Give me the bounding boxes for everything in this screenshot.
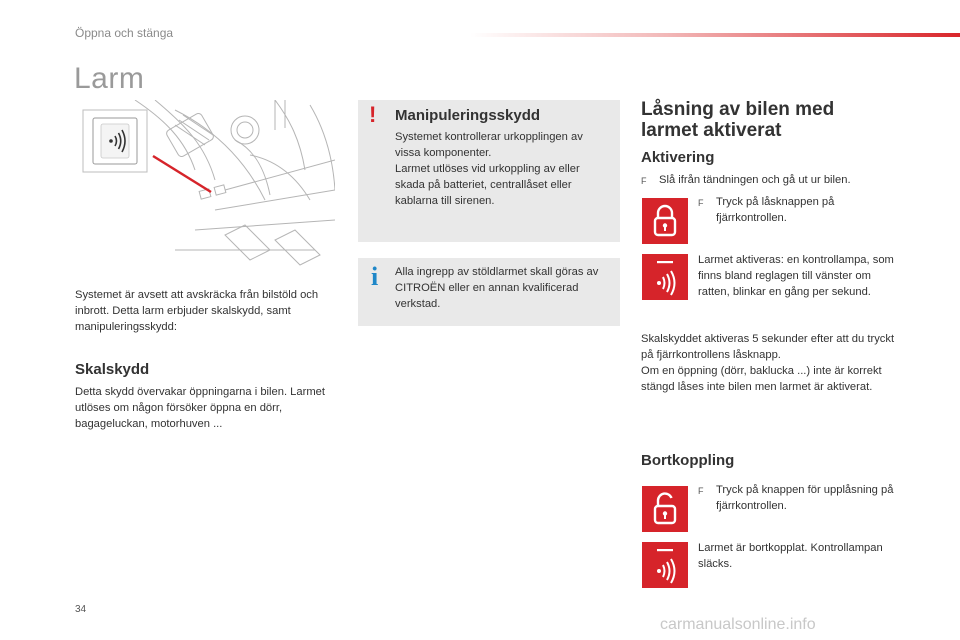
alarm-indicator-tile <box>642 254 688 300</box>
unlock-button-icon <box>642 486 688 532</box>
alarm-indicator-icon <box>642 542 688 588</box>
manipuleringsskydd-text-1: Systemet kontrollerar urkopplingen av vissa komponenter. <box>395 131 583 159</box>
bortkoppling-result-text: Larmet är bortkopplat. Kontrollampan släcks. <box>698 542 883 570</box>
aktivering-step-2 <box>698 194 898 226</box>
manipuleringsskydd-text-2: Larmet utlöses vid urkoppling av eller skada på batteriet, centrallåset eller kablarna till sirenen. <box>395 163 580 207</box>
info-text: Alla ingrepp av stöldlarmet skall göras av CITROËN eller en annan kvalificerad verkstad. <box>395 266 599 310</box>
alarm-indicator-icon <box>642 254 688 300</box>
padlock-closed-icon <box>642 198 688 244</box>
page-title: Larm <box>74 62 145 95</box>
bortkoppling-step <box>698 482 908 514</box>
watermark: carmanualsonline.info <box>660 616 816 633</box>
bullet-marker: F <box>698 198 704 208</box>
skalskydd-note-2: Om en öppning (dörr, baklucka ...) inte är korrekt stängd låses inte bilen men larmet är aktiverat. <box>641 365 882 393</box>
alarm-indicator-tile-off <box>642 542 688 588</box>
skalskydd-text: Detta skydd övervakar öppningarna i bilen. Larmet utlöses om någon försöker öppna en dörr, bagageluckan, motorhuven ... <box>75 386 325 430</box>
info-icon: i <box>371 262 379 291</box>
manipuleringsskydd-heading: Manipuleringsskydd <box>395 107 541 124</box>
page-number: 34 <box>75 604 87 615</box>
lasning-heading: Låsning av bilen med larmet aktiverat <box>641 99 835 141</box>
lock-button-icon <box>642 198 688 244</box>
manipuleringsskydd-box <box>358 100 620 242</box>
skalskydd-note-1: Skalskyddet aktiveras 5 sekunder efter att du tryckt på fjärrkontrollens låsknapp. <box>641 333 895 361</box>
header-rule <box>470 33 960 37</box>
aktivering-heading: Aktivering <box>641 149 715 166</box>
dashboard-illustration <box>75 100 335 272</box>
warning-icon: ! <box>369 102 377 127</box>
bortkoppling-heading: Bortkoppling <box>641 452 735 469</box>
aktivering-step-1-text: Slå ifrån tändningen och gå ut ur bilen. <box>659 174 851 186</box>
aktivering-step-1 <box>641 172 891 189</box>
padlock-open-icon <box>642 486 688 532</box>
skalskydd-heading: Skalskydd <box>75 361 150 378</box>
bullet-marker: F <box>641 176 647 186</box>
section-label: Öppna och stänga <box>75 26 174 40</box>
intro-text: Systemet är avsett att avskräcka från bilstöld och inbrott. Detta larm erbjuder skalskydd, samt manipuleringsskydd: <box>75 289 319 333</box>
info-box <box>358 258 620 326</box>
aktivering-step-2-text: Tryck på låsknappen på fjärrkontrollen. <box>716 196 835 224</box>
bortkoppling-step-text: Tryck på knappen för upplåsning på fjärrkontrollen. <box>716 484 894 512</box>
bullet-marker: F <box>698 486 704 496</box>
aktivering-result-text: Larmet aktiveras: en kontrollampa, som finns bland reglagen till vänster om ratten, blinkar en gång per sekund. <box>698 254 894 298</box>
